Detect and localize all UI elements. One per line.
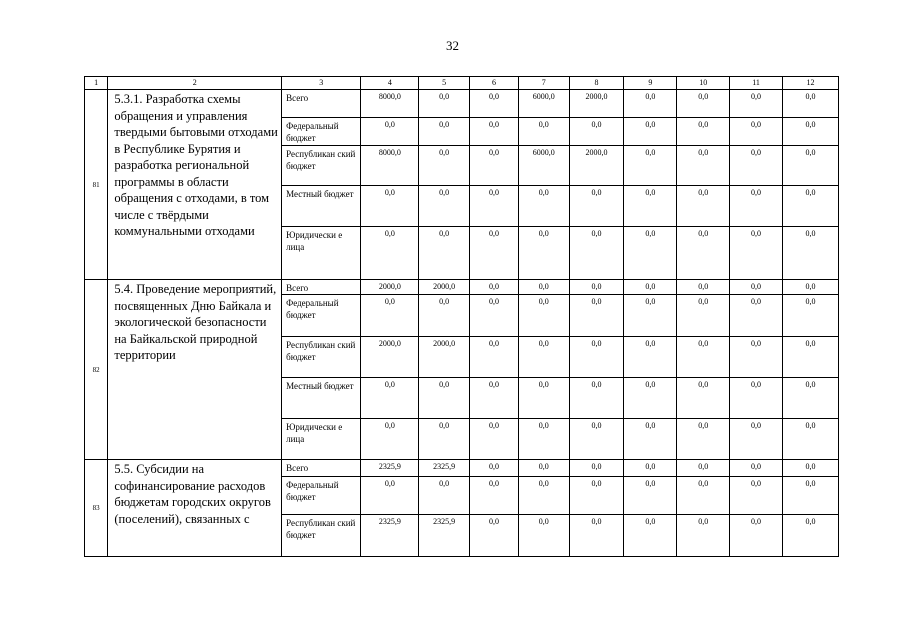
amount-cell: 0,0 — [518, 280, 569, 295]
amount-cell: 0,0 — [677, 419, 730, 460]
amount-cell: 0,0 — [624, 280, 677, 295]
column-header: 1 — [85, 77, 108, 90]
funding-source: Всего — [282, 460, 361, 477]
amount-cell: 0,0 — [782, 227, 838, 280]
amount-cell: 0,0 — [624, 227, 677, 280]
amount-cell: 0,0 — [624, 477, 677, 515]
table-body — [85, 90, 839, 557]
amount-cell: 0,0 — [361, 118, 419, 146]
amount-cell: 0,0 — [518, 515, 569, 557]
amount-cell: 0,0 — [782, 295, 838, 337]
amount-cell: 8000,0 — [361, 90, 419, 118]
amount-cell: 0,0 — [361, 419, 419, 460]
header-row — [85, 77, 839, 90]
funding-source: Всего — [282, 90, 361, 118]
amount-cell: 2325,9 — [361, 460, 419, 477]
amount-cell: 6000,0 — [518, 90, 569, 118]
amount-cell: 0,0 — [730, 378, 783, 419]
amount-cell: 0,0 — [624, 186, 677, 227]
amount-cell: 0,0 — [782, 146, 838, 186]
amount-cell: 0,0 — [624, 295, 677, 337]
amount-cell: 2325,9 — [419, 515, 470, 557]
amount-cell: 2000,0 — [361, 337, 419, 378]
amount-cell: 0,0 — [677, 460, 730, 477]
amount-cell: 2325,9 — [361, 515, 419, 557]
amount-cell: 0,0 — [419, 477, 470, 515]
amount-cell: 0,0 — [518, 460, 569, 477]
amount-cell: 0,0 — [518, 419, 569, 460]
amount-cell: 0,0 — [470, 146, 519, 186]
amount-cell: 0,0 — [782, 90, 838, 118]
amount-cell: 0,0 — [419, 419, 470, 460]
amount-cell: 0,0 — [518, 295, 569, 337]
amount-cell: 0,0 — [518, 337, 569, 378]
amount-cell: 0,0 — [677, 186, 730, 227]
amount-cell: 0,0 — [470, 186, 519, 227]
funding-source: Местный бюджет — [282, 186, 361, 227]
column-header: 6 — [470, 77, 519, 90]
amount-cell: 0,0 — [470, 280, 519, 295]
table-row — [85, 280, 839, 295]
column-header: 3 — [282, 77, 361, 90]
amount-cell: 0,0 — [361, 227, 419, 280]
amount-cell: 0,0 — [470, 477, 519, 515]
amount-cell: 0,0 — [470, 295, 519, 337]
activity-name: 5.3.1. Разработка схемы обращения и управления твердыми бытовыми отходами в Республике Бурятия и разработка региональной программы в области обращения с отходами, в том числе с твёрдыми коммунальными отходами — [108, 90, 282, 280]
amount-cell: 0,0 — [677, 146, 730, 186]
column-header: 2 — [108, 77, 282, 90]
column-header: 12 — [782, 77, 838, 90]
funding-source: Юридически е лица — [282, 227, 361, 280]
budget-table — [84, 76, 839, 557]
amount-cell: 0,0 — [569, 460, 624, 477]
amount-cell: 0,0 — [624, 118, 677, 146]
amount-cell: 0,0 — [677, 280, 730, 295]
funding-source: Федеральный бюджет — [282, 477, 361, 515]
amount-cell: 0,0 — [677, 515, 730, 557]
column-header: 9 — [624, 77, 677, 90]
amount-cell: 0,0 — [730, 515, 783, 557]
amount-cell: 0,0 — [569, 337, 624, 378]
amount-cell: 0,0 — [569, 227, 624, 280]
column-header: 10 — [677, 77, 730, 90]
amount-cell: 0,0 — [569, 186, 624, 227]
amount-cell: 0,0 — [518, 227, 569, 280]
amount-cell: 0,0 — [677, 477, 730, 515]
amount-cell: 0,0 — [419, 186, 470, 227]
amount-cell: 0,0 — [361, 295, 419, 337]
amount-cell: 2000,0 — [569, 90, 624, 118]
table-row — [85, 90, 839, 118]
amount-cell: 0,0 — [624, 146, 677, 186]
amount-cell: 0,0 — [782, 118, 838, 146]
amount-cell: 0,0 — [419, 118, 470, 146]
funding-source: Местный бюджет — [282, 378, 361, 419]
funding-source: Всего — [282, 280, 361, 295]
funding-source: Юридически е лица — [282, 419, 361, 460]
amount-cell: 0,0 — [782, 337, 838, 378]
amount-cell: 0,0 — [470, 337, 519, 378]
amount-cell: 0,0 — [730, 477, 783, 515]
activity-name: 5.4. Проведение мероприятий, посвященных Дню Байкала и экологической безопасности на Байкальской природной территории — [108, 280, 282, 460]
amount-cell: 0,0 — [677, 295, 730, 337]
amount-cell: 0,0 — [730, 295, 783, 337]
amount-cell: 0,0 — [518, 118, 569, 146]
amount-cell: 0,0 — [677, 337, 730, 378]
amount-cell: 0,0 — [419, 295, 470, 337]
amount-cell: 0,0 — [730, 337, 783, 378]
amount-cell: 0,0 — [782, 419, 838, 460]
amount-cell: 2000,0 — [361, 280, 419, 295]
amount-cell: 0,0 — [470, 118, 519, 146]
funding-source: Федеральный бюджет — [282, 118, 361, 146]
amount-cell: 0,0 — [419, 227, 470, 280]
amount-cell: 0,0 — [518, 378, 569, 419]
amount-cell: 0,0 — [782, 280, 838, 295]
funding-source: Республикан ский бюджет — [282, 146, 361, 186]
row-number: 81 — [85, 90, 108, 280]
amount-cell: 0,0 — [677, 90, 730, 118]
amount-cell: 0,0 — [782, 460, 838, 477]
amount-cell: 0,0 — [624, 90, 677, 118]
funding-source: Республикан ский бюджет — [282, 337, 361, 378]
amount-cell: 0,0 — [624, 337, 677, 378]
amount-cell: 0,0 — [419, 378, 470, 419]
amount-cell: 0,0 — [470, 90, 519, 118]
funding-source: Федеральный бюджет — [282, 295, 361, 337]
amount-cell: 0,0 — [677, 227, 730, 280]
amount-cell: 0,0 — [419, 146, 470, 186]
amount-cell: 2325,9 — [419, 460, 470, 477]
amount-cell: 0,0 — [569, 295, 624, 337]
amount-cell: 2000,0 — [419, 280, 470, 295]
amount-cell: 0,0 — [518, 186, 569, 227]
page-number: 32 — [446, 38, 459, 53]
amount-cell: 0,0 — [569, 419, 624, 460]
amount-cell: 0,0 — [470, 227, 519, 280]
amount-cell: 0,0 — [730, 227, 783, 280]
amount-cell: 0,0 — [470, 460, 519, 477]
column-header: 4 — [361, 77, 419, 90]
amount-cell: 0,0 — [361, 186, 419, 227]
table-row — [85, 460, 839, 477]
amount-cell: 0,0 — [470, 378, 519, 419]
amount-cell: 6000,0 — [518, 146, 569, 186]
amount-cell: 0,0 — [361, 477, 419, 515]
row-number: 82 — [85, 280, 108, 460]
amount-cell: 0,0 — [569, 118, 624, 146]
amount-cell: 0,0 — [569, 515, 624, 557]
amount-cell: 0,0 — [569, 378, 624, 419]
amount-cell: 0,0 — [518, 477, 569, 515]
amount-cell: 0,0 — [730, 146, 783, 186]
amount-cell: 0,0 — [730, 280, 783, 295]
amount-cell: 0,0 — [782, 477, 838, 515]
row-number: 83 — [85, 460, 108, 557]
amount-cell: 0,0 — [624, 515, 677, 557]
amount-cell: 0,0 — [782, 378, 838, 419]
amount-cell: 0,0 — [730, 90, 783, 118]
column-header: 7 — [518, 77, 569, 90]
activity-name: 5.5. Субсидии на софинансирование расходов бюджетам городских округов (поселений), связанных с — [108, 460, 282, 557]
amount-cell: 0,0 — [361, 378, 419, 419]
amount-cell: 2000,0 — [569, 146, 624, 186]
amount-cell: 0,0 — [470, 515, 519, 557]
amount-cell: 0,0 — [677, 118, 730, 146]
amount-cell: 0,0 — [730, 118, 783, 146]
amount-cell: 0,0 — [470, 419, 519, 460]
amount-cell: 0,0 — [782, 515, 838, 557]
amount-cell: 0,0 — [624, 460, 677, 477]
amount-cell: 0,0 — [624, 419, 677, 460]
amount-cell: 8000,0 — [361, 146, 419, 186]
amount-cell: 0,0 — [730, 186, 783, 227]
amount-cell: 0,0 — [782, 186, 838, 227]
amount-cell: 0,0 — [730, 460, 783, 477]
amount-cell: 0,0 — [730, 419, 783, 460]
column-header: 11 — [730, 77, 783, 90]
amount-cell: 2000,0 — [419, 337, 470, 378]
amount-cell: 0,0 — [569, 477, 624, 515]
amount-cell: 0,0 — [419, 90, 470, 118]
funding-source: Республикан ский бюджет — [282, 515, 361, 557]
amount-cell: 0,0 — [569, 280, 624, 295]
amount-cell: 0,0 — [677, 378, 730, 419]
column-header: 5 — [419, 77, 470, 90]
amount-cell: 0,0 — [624, 378, 677, 419]
column-header: 8 — [569, 77, 624, 90]
